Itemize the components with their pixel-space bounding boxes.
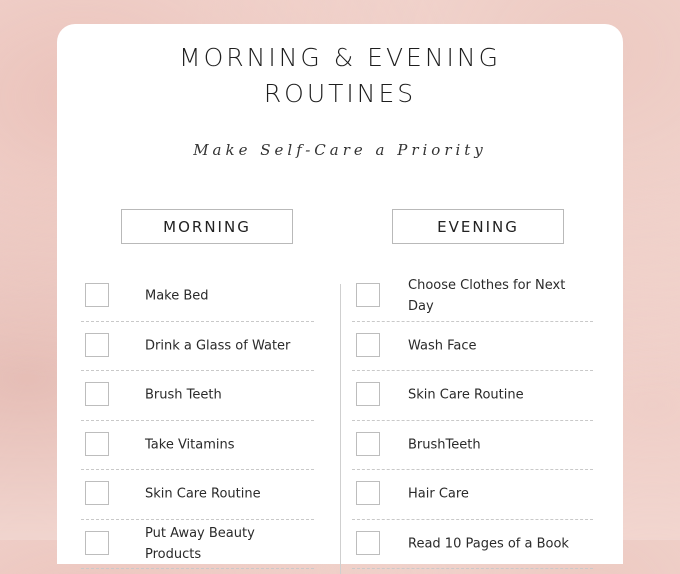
evening-item-label: Hair Care — [408, 486, 469, 502]
evening-checklist — [352, 272, 593, 569]
morning-checkbox[interactable] — [85, 481, 109, 505]
evening-item — [352, 371, 593, 421]
evening-item-label: Wash Face — [408, 338, 477, 354]
evening-checkbox[interactable] — [356, 283, 380, 307]
evening-item-label: Skin Care Routine — [408, 387, 524, 403]
morning-item — [81, 371, 314, 421]
morning-checkbox[interactable] — [85, 283, 109, 307]
evening-item — [352, 272, 593, 322]
morning-item — [81, 470, 314, 520]
evening-item — [352, 322, 593, 372]
page-subtitle: Make Self-Care a Priority — [193, 141, 487, 159]
evening-item-label: Choose Clothes for Next Day — [408, 278, 566, 315]
evening-item-label: BrushTeeth — [408, 437, 481, 453]
evening-checkbox[interactable] — [356, 432, 380, 456]
morning-checkbox[interactable] — [85, 382, 109, 406]
morning-item — [81, 272, 314, 322]
evening-checkbox[interactable] — [356, 481, 380, 505]
page-title-line-2: ROUTINES — [263, 79, 417, 108]
morning-checkbox[interactable] — [85, 531, 109, 555]
evening-checkbox[interactable] — [356, 531, 380, 555]
morning-item-label: Take Vitamins — [145, 437, 235, 453]
morning-item-label: Make Bed — [145, 288, 209, 304]
morning-checkbox[interactable] — [85, 432, 109, 456]
column-divider — [340, 284, 341, 574]
evening-item — [352, 470, 593, 520]
morning-item — [81, 421, 314, 471]
morning-item-label: Skin Care Routine — [145, 486, 261, 502]
morning-item — [81, 520, 314, 570]
morning-checklist — [81, 272, 314, 569]
evening-item-label: Read 10 Pages of a Book — [408, 536, 569, 552]
evening-checkbox[interactable] — [356, 333, 380, 357]
morning-checkbox[interactable] — [85, 333, 109, 357]
morning-item-label: Put Away Beauty Products — [145, 525, 255, 562]
evening-heading: EVENING — [392, 209, 564, 244]
morning-heading: MORNING — [121, 209, 293, 244]
morning-item-label: Brush Teeth — [145, 387, 222, 403]
evening-checkbox[interactable] — [356, 382, 380, 406]
page-title-line-1: MORNING & EVENING — [179, 43, 501, 72]
evening-item — [352, 520, 593, 570]
evening-item — [352, 421, 593, 471]
morning-item — [81, 322, 314, 372]
morning-item-label: Drink a Glass of Water — [145, 338, 291, 354]
checklist-card — [57, 24, 623, 564]
